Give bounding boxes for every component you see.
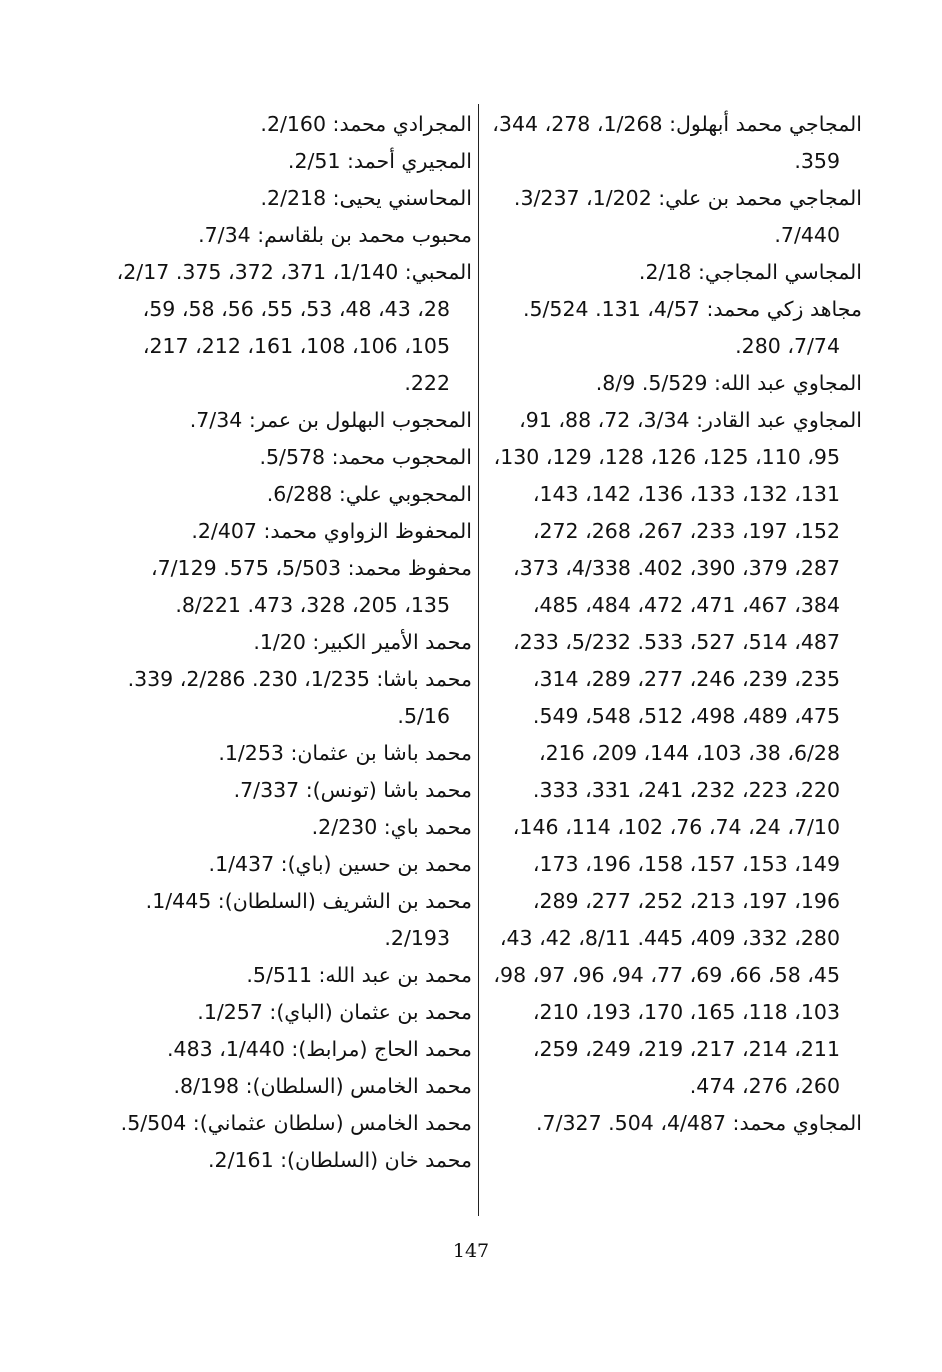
index-entry: محمد بن عبد الله: 5/511. — [246, 963, 472, 987]
index-entry: محمد الخامس (سلطان عثماني): 5/504. — [120, 1111, 472, 1135]
index-entry: المجاجي محمد أبهلول: 1/268، 278، 344، 359. — [492, 112, 862, 173]
index-entry: المجاوي محمد: 4/487، 504. 7/327. — [536, 1111, 862, 1135]
index-entry: المجاجي محمد بن علي: 1/202، 3/237. 7/440. — [513, 186, 862, 247]
index-entry: محمد خان (السلطان): 2/161. — [208, 1148, 472, 1172]
index-entry: محمد بن عثمان (الباي): 1/257. — [197, 1000, 472, 1024]
index-entry: المجاوي عبد الله: 5/529. 8/9. — [595, 371, 862, 395]
index-entry: محمد الأمير الكبير: 1/20. — [253, 630, 472, 654]
index-entry: المحفوظ الزواوي محمد: 2/407. — [191, 519, 472, 543]
index-entry: المحجوبي علي: 6/288. — [266, 482, 472, 506]
index-entry: محمد باشا: 1/235، 230. 2/286، 339. 5/16. — [127, 667, 472, 728]
index-entry: محمد باي: 2/230. — [311, 815, 472, 839]
index-entry: المحجوب محمد: 5/578. — [259, 445, 472, 469]
index-entry: المحبي: 1/140، 371، 372، 375. 2/17، 28، 43، 48، 53، 55، 56، 58، 59، 105، 106، 108، 161، 212، 217، 222. — [116, 260, 472, 395]
index-entry: محمد بن الشريف (السلطان): 1/445. 2/193. — [145, 889, 472, 950]
index-entry: محبوب محمد بن بلقاسم: 7/34. — [198, 223, 472, 247]
index-entry: محمد الخامس (السلطان): 8/198. — [173, 1074, 472, 1098]
index-entry: محمد باشا (تونس): 7/337. — [233, 778, 472, 802]
index-column-left — [106, 106, 472, 1179]
index-entry: المجيري أحمد: 2/51. — [287, 149, 472, 173]
index-entry: المجرادي محمد: 2/160. — [260, 112, 472, 136]
index-entry: محمد باشا بن عثمان: 1/253. — [218, 741, 472, 765]
index-entry: المحاسني يحيى: 2/218. — [260, 186, 472, 210]
index-entry: محمد بن حسين (باي): 1/437. — [208, 852, 472, 876]
index-entry: المجاوي عبد القادر: 3/34، 72، 88، 91، 95، 110، 125، 126، 128، 129، 130، 131، 132، 133، 136، 142، 143، 152، 197، 233، 267، 268، 272، 287، 379، 390، 402. 4/338، 373، 384، 467، 471، 472، 484، 485، 487، 514، 527، 533. 5/232، 233، 235، 239، 246، 277، 289، 314، 475، 489، 498، 512، 548، 549. 6/28، 38، 103، 144، 209، 216، 220، 223، 232، 241، 331، 333. 7/10، 24، 74، 76، 102، 114، 146، 149، 153، 157، 158، 196، 173، 196، 197، 213، 252، 277، 289، 280، 332، 409، 445. 8/11، 42، 43، 45، 58، 66، 69، 77، 94، 96، 97، 98، 103، 118، 165، 170، 193، 210، 211، 214، 217، 219، 249، 259، 260، 276، 474. — [493, 408, 862, 1098]
index-entry: محمد الحاج (مرابط): 1/440، 483. — [167, 1037, 472, 1061]
index-entry: محفوظ محمد: 5/503، 575. 7/129، 135، 205، 328، 473. 8/221. — [150, 556, 472, 617]
index-column-right — [492, 106, 862, 1142]
page-number: 147 — [452, 1240, 490, 1262]
index-entry: مجاهد زكي محمد: 4/57، 131. 5/524. 7/74، 280. — [522, 297, 862, 358]
index-entry: المجاسي المجاجي: 2/18. — [638, 260, 862, 284]
column-divider — [478, 104, 479, 1216]
index-entry: المحجوب البهلول بن عمر: 7/34. — [189, 408, 472, 432]
